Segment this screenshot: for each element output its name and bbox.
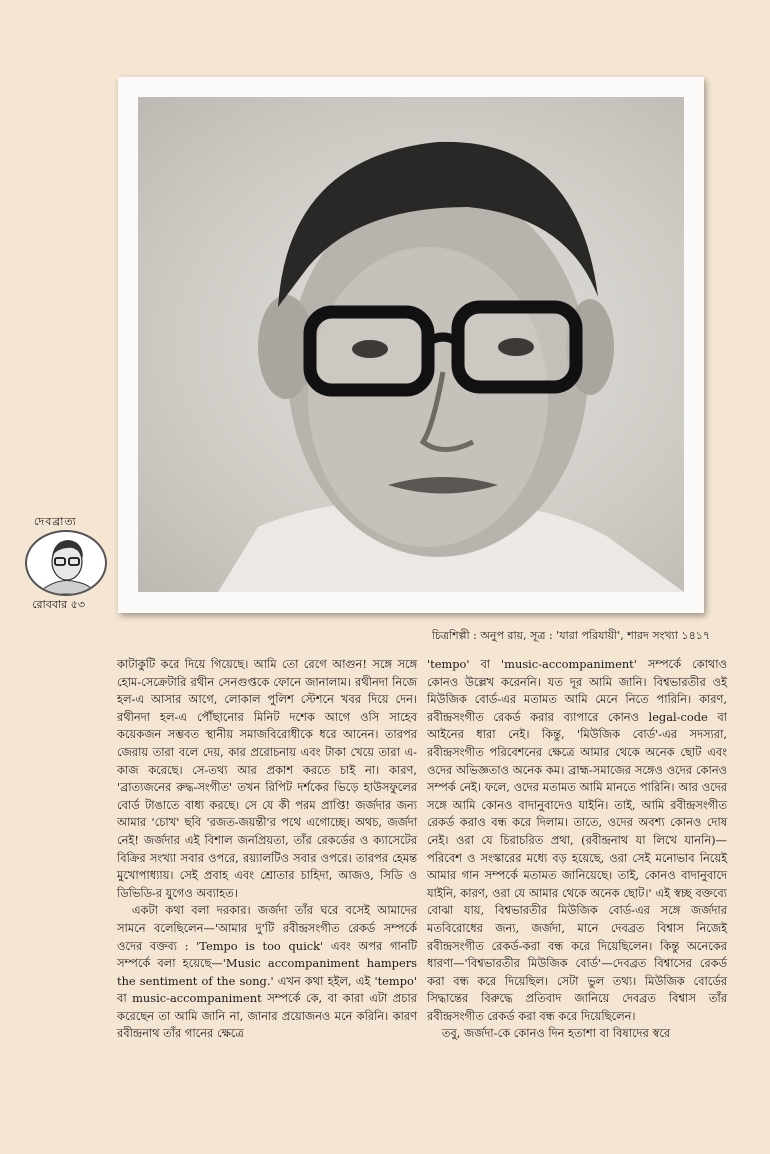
- paragraph: 'tempo' বা 'music-accompaniment' সম্পর্কে কোথাও কোনও উল্লেখ করেননি। যত দূর আমি জানি। বিশ্বভারতীর ওই মিউজিক বোর্ড-এর মতামত আমি মেনে নিতে পারিনি। কারণ, রবীন্দ্রসংগীত রেকর্ড করার ব্যাপারে কোনও legal-code বা আইনের ধারা নেই। কিন্তু, 'মিউজিক বোর্ড'-এর সদস্যরা, রবীন্দ্রসংগীত পরিবেশনের ক্ষেত্রে আমার থেকে অনেক ছোট এবং ওদের অভিজ্ঞতাও অনেক কম। ব্রাহ্ম-সমাজের সঙ্গেও ওদের কোনও সম্পর্ক নেই। ফলে, ওদের মতামত আমি মানতে পারিনি। আর ওদের সঙ্গে আমি কোনও বাদানুবাদেও যাইনি। তাই, আমি রবীন্দ্রসংগীত রেকর্ড করাও বন্ধ করে দিলাম। তাতে, ওদের অবশ্য কোনও দোষ নেই। ওরা যে চিরাচরিত প্রথা, (রবীন্দ্রনাথ যা লিখে যাননি)—পরিবেশ ও সংস্কারের মধ্যে বড় হয়েছে, ওরা সেই মনোভাব নিয়েই আমার গান সম্পর্কে মতামত জানিয়েছে। তাই, কোনও বাদানুবাদে যাইনি, কারণ, ওরা যে আমার থেকে অনেক ছোট।' এই স্বচ্ছ বক্তব্যে বোঝা যায়, বিশ্বভারতীর মিউজিক বোর্ড-এর সঙ্গে জর্জদার মতবিরোধের জন্য, জর্জদা, মানে দেবব্রত বিশ্বাস নিজেই রবীন্দ্রসংগীত রেকর্ড-করা বন্ধ করে দিয়েছিলেন। কিন্তু অনেকের ধারণা—'বিশ্বভারতীর মিউজিক বোর্ড'—দেবব্রত বিশ্বাসের রেকর্ড করা বন্ধ করে দিয়েছিল। সেটা ভুল তথ্য। মিউজিক বোর্ডের সিদ্ধান্তের বিরুদ্ধে প্রতিবাদ জানিয়ে দেবব্রত বিশ্বাস তাঁর রবীন্দ্রসংগীত রেকর্ড করা বন্ধ করে দিয়েছিলেন।: [427, 657, 727, 1023]
- logo-subtitle: রোববার ৫৩: [32, 598, 85, 611]
- portrait-thumbnail-icon: [27, 532, 105, 594]
- portrait-photo-frame: [118, 77, 704, 613]
- photo-caption: চিত্রশিল্পী : অনুপ রায়, সূত্র : 'যারা পরিযায়ী', শারদ সংখ্যা ১৪১৭: [431, 629, 710, 642]
- text-column-right: [427, 656, 727, 1043]
- paragraph: একটা কথা বলা দরকার। জর্জদা তাঁর ঘরে বসেই আমাদের সামনে বলেছিলেন—'আমার দু'টি রবীন্দ্রসংগীত রেকর্ড সম্পর্কে ওদের বক্তব্য : 'Tempo is too quick' এবং অপর গানটি সম্পর্কে বলা হয়েছে—'Music accompaniment hampers the sentiment of the song.' এখন কথা হইল, এই 'tempo' বা music-accompaniment সম্পর্কে কে, বা কারা এটা প্রচার করেছেন তা আমি জানি না, জানার প্রয়োজনও মনে করিনি। কারণ রবীন্দ্রনাথ তাঁর গানের ক্ষেত্রে: [117, 903, 417, 1041]
- logo-portrait: [25, 530, 107, 596]
- paragraph: তবু, জর্জদা-কে কোনও দিন হতাশা বা বিষাদের স্বরে: [441, 1026, 671, 1041]
- text-column-left: [117, 656, 417, 1043]
- paragraph: কাটাকুটি করে দিয়ে গিয়েছে। আমি তো রেগে আগুন! সঙ্গে সঙ্গে হোম-সেক্রেটারি রথীন সেনগুপ্তকে ফোনে জানালাম। রথীনদা নিজে হল-এ আসার আগে, লোকাল পুলিশ স্টেশনে খবর দিয়ে দেন। রথীনদা হল-এ পৌঁছানোর মিনিট দশেক আগে ওসি সাহেব কয়েকজন সম্ভবত স্থানীয় সমাজবিরোধীকে ধরে আনেন। তারপর জেরায় তারা বলে দেয়, কার প্ররোচনায় এবং টাকা খেয়ে তারা এ-কাজ করেছে। সে-তথ্য আর প্রকাশ করতে চাই না। কারণ, 'ব্রাত্যজনের রুদ্ধ-সংগীত' তখন রিপিট দর্শকের ভিড়ে হাউসফুলের বোর্ড টাঙাতে বাধ্য করছে। সে যে কী পরম প্রাপ্তি! জর্জদার জন্য আমার 'চোখ' ছবি 'রজত-জয়ন্তী'র পথে এগোচ্ছে। অথচ, জর্জদা নেই! জর্জদার এই বিশাল জনপ্রিয়তা, তাঁর রেকর্ডের ও ক্যাসেটের বিক্রির সংখ্যা সবার ওপরে, রয়্যালটিও সবার ওপরে। তারপর হেমন্ত মুখোপাধ্যায়। সেই প্রবাহ এবং শ্রোতার চাহিদা, আজও, সিডি ও ডিভিডি-র যুগেও অব্যাহত।: [117, 657, 417, 900]
- logo-title: দেবব্রাত্য: [34, 515, 77, 528]
- side-logo: [20, 513, 116, 609]
- portrait-photo: [138, 97, 684, 592]
- portrait-sketch-illustration: [138, 97, 684, 592]
